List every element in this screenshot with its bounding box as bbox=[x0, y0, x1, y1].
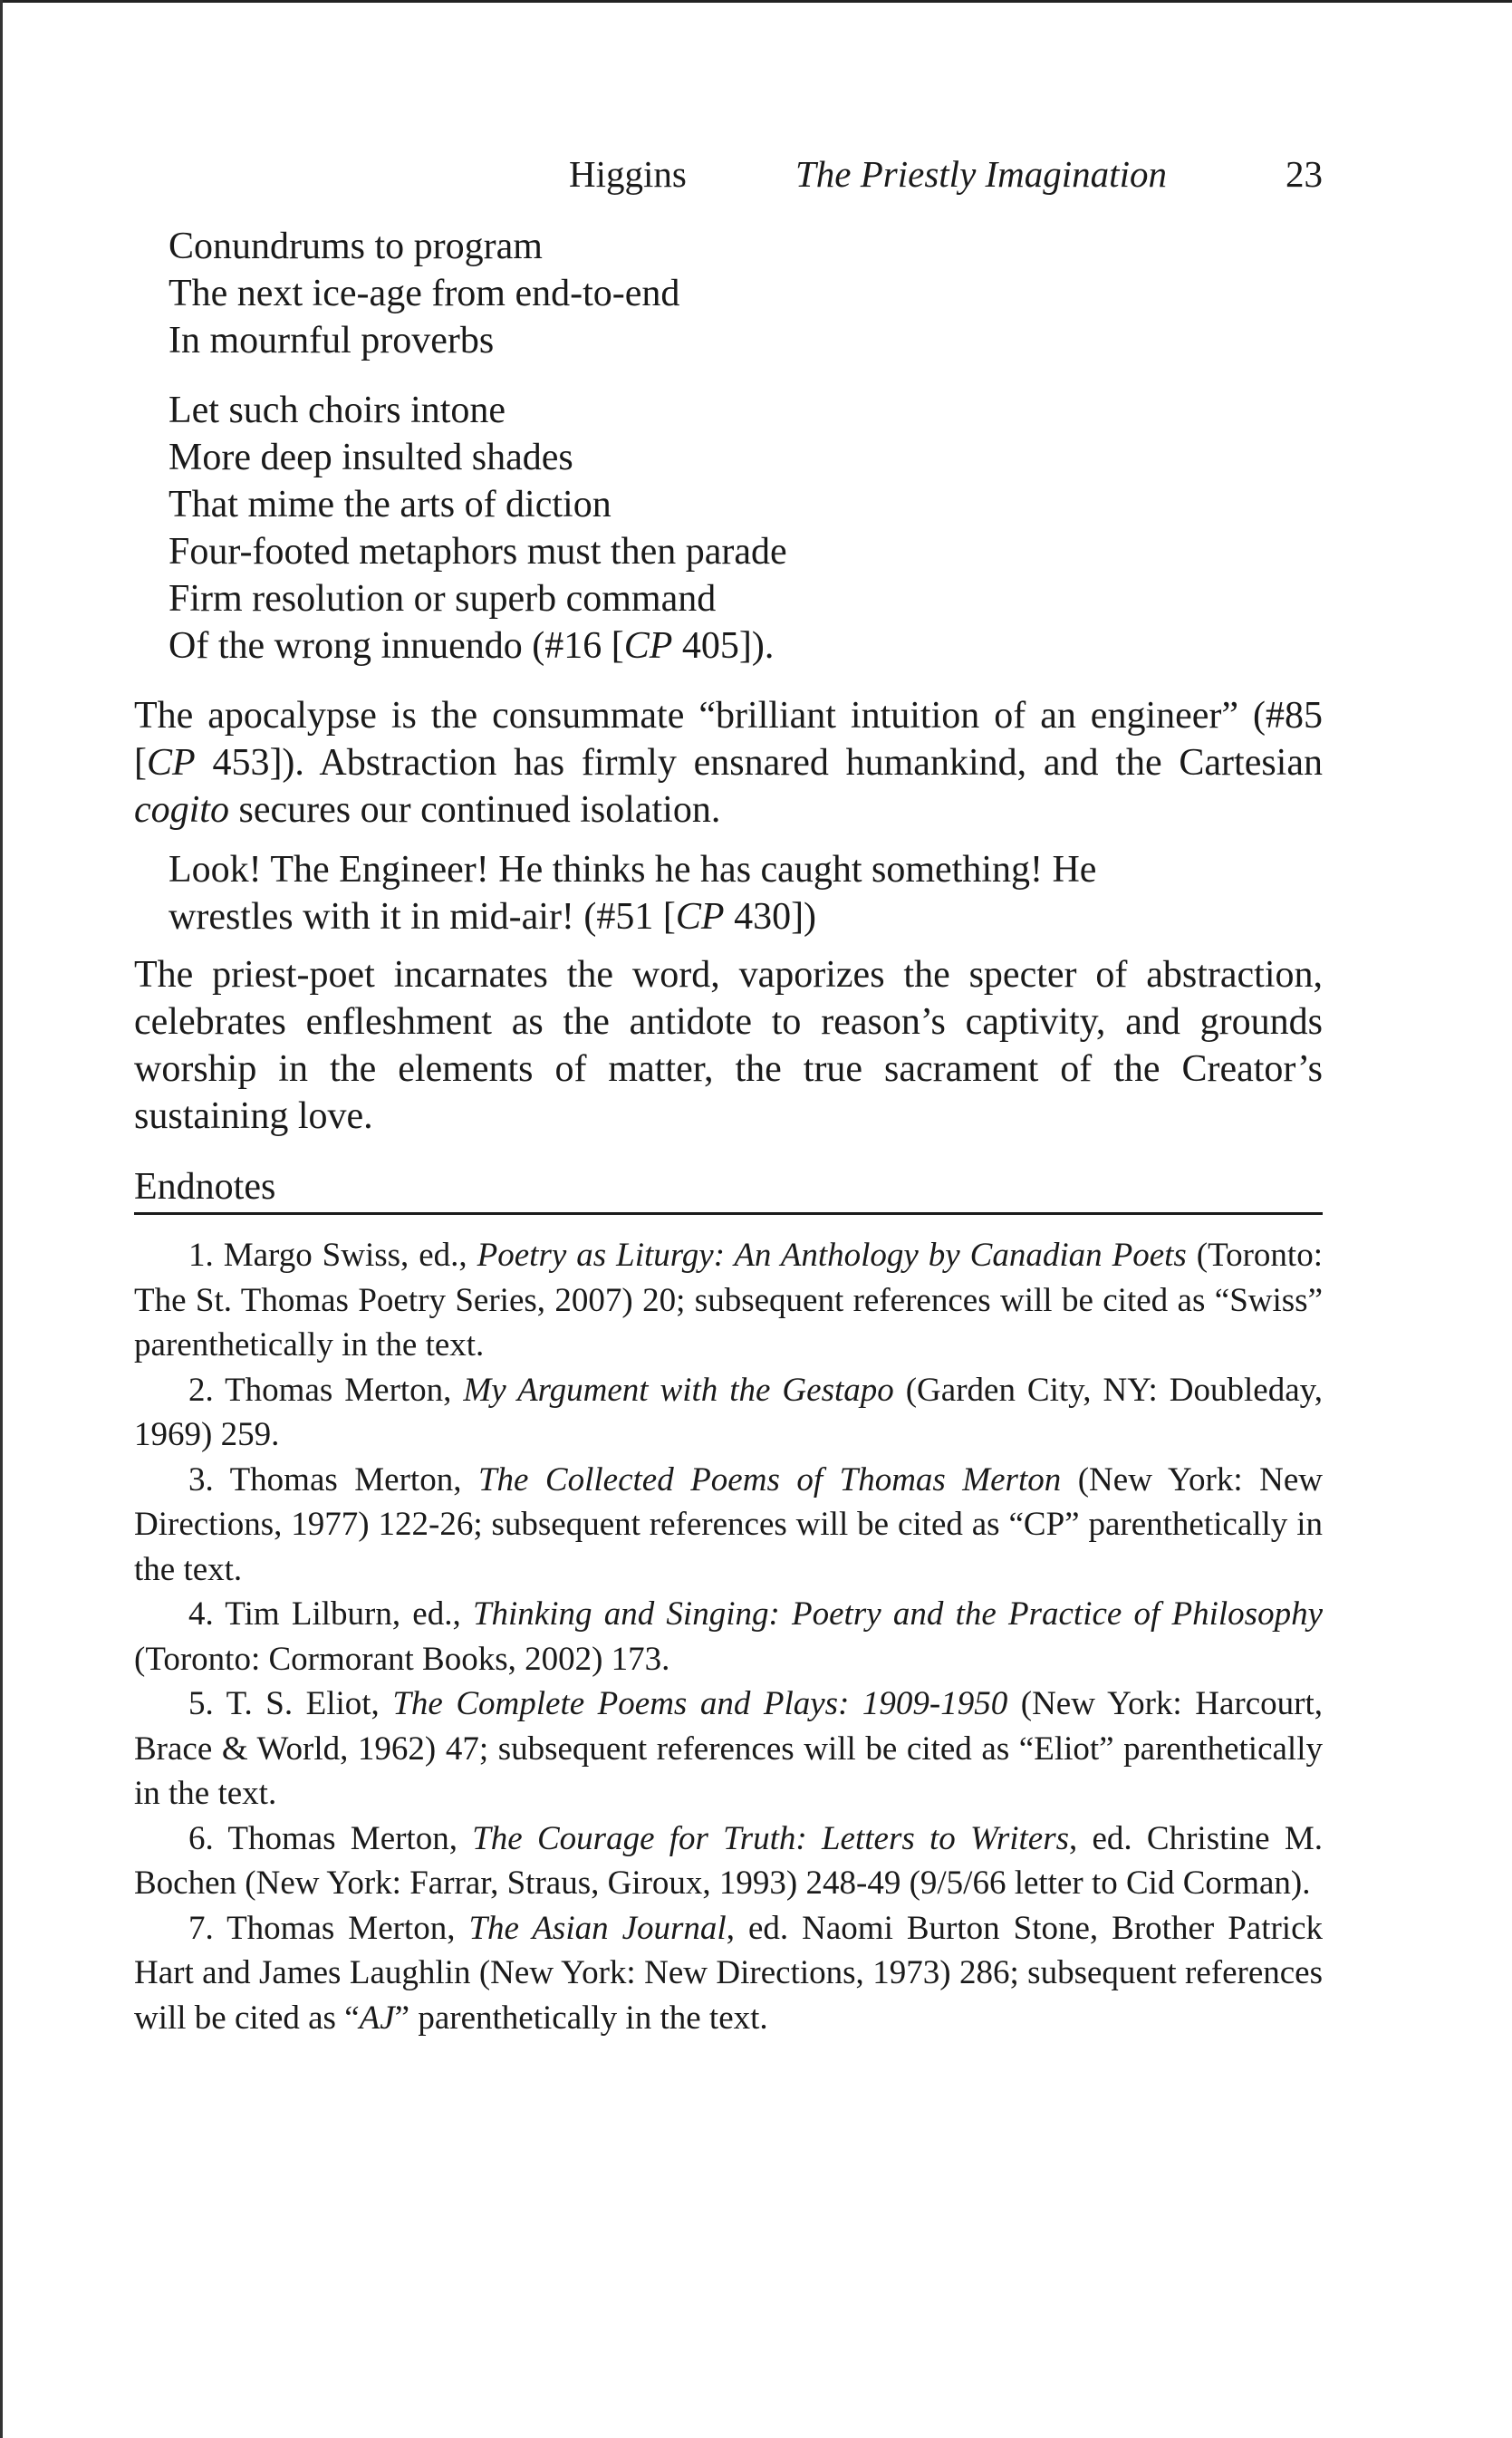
endnote-title: Poetry as Liturgy: An Anthology by Canadian Poets bbox=[477, 1237, 1187, 1274]
poem-line: More deep insulted shades bbox=[169, 437, 573, 478]
citation-text: 405]). bbox=[672, 625, 775, 667]
endnote-1 bbox=[134, 1233, 1323, 1368]
poem-line: In mournful proverbs bbox=[169, 320, 495, 361]
poem-line: Let such choirs intone bbox=[169, 390, 506, 431]
cp-abbrev: CP bbox=[675, 896, 725, 938]
endnote-text: , ed. Naomi Burton Stone, Brother Patrick Hart and James Laughlin (New York: New Directions, 1973) 286; subsequent references will be cited as “ bbox=[134, 1909, 1324, 2037]
poem-stanza-2 bbox=[169, 387, 1323, 670]
endnote-text: 2. Thomas Merton, bbox=[188, 1371, 464, 1409]
endnote-text: (Toronto: The St. Thomas Poetry Series, 2007) 20; subsequent references will be cited as “Swiss” parenthetically in the text. bbox=[134, 1237, 1323, 1364]
quote-text: Look! The Engineer! He thinks he has caught something! He wrestles with it in mid-air! (#51 [ bbox=[169, 849, 1097, 938]
endnote-title: Thinking and Singing: Poetry and the Practice of Philosophy bbox=[472, 1595, 1323, 1633]
endnote-text: (New York: Harcourt, Brace & World, 1962) 47; subsequent references will be cited as “Eliot” parenthetically in the text. bbox=[134, 1685, 1323, 1812]
body-text: The apocalypse is the consummate “brilliant intuition of an engineer” (#85 [ bbox=[134, 695, 1323, 784]
body-paragraph-1 bbox=[134, 692, 1323, 834]
poem-stanza-1 bbox=[169, 223, 1323, 364]
endnote-title: The Courage for Truth: Letters to Writers bbox=[472, 1819, 1069, 1857]
endnote-text: ” parenthetically in the text. bbox=[394, 1999, 768, 2037]
cp-abbrev: CP bbox=[623, 625, 673, 667]
endnote-4 bbox=[134, 1592, 1323, 1682]
body-text: secures our continued isolation. bbox=[228, 789, 721, 831]
endnote-text: 4. Tim Lilburn, ed., bbox=[188, 1595, 473, 1633]
poem-line: The next ice-age from end-to-end bbox=[169, 273, 680, 314]
endnote-text: 5. T. S. Eliot, bbox=[188, 1685, 393, 1722]
endnote-text: 3. Thomas Merton, bbox=[188, 1460, 478, 1498]
poem-line-citation bbox=[169, 622, 1323, 670]
endnote-5 bbox=[134, 1682, 1323, 1816]
body-paragraph-2: The priest-poet incarnates the word, vaporizes the specter of abstraction, celebrates enfleshment as the antidote to reason’s captivity, and grounds worship in the elements of matter, the true sacrament of the Creator’s sustaining love. bbox=[134, 954, 1323, 1137]
poem-line: That mime the arts of diction bbox=[169, 484, 612, 525]
running-header bbox=[134, 136, 1323, 217]
endnote-6 bbox=[134, 1816, 1323, 1906]
endnote-title: The Complete Poems and Plays: 1909-1950 bbox=[392, 1685, 1008, 1722]
endnote-3 bbox=[134, 1458, 1323, 1593]
cp-abbrev: CP bbox=[147, 742, 196, 784]
page-number: 23 bbox=[1286, 153, 1323, 195]
header-author: Higgins bbox=[569, 153, 687, 195]
citation-text: Of the wrong innuendo (#16 [ bbox=[169, 625, 624, 667]
left-edge-rule bbox=[0, 0, 3, 2438]
endnote-text: 7. Thomas Merton, bbox=[188, 1909, 469, 1947]
endnote-title: The Asian Journal bbox=[468, 1909, 727, 1947]
poem-line: Firm resolution or superb command bbox=[169, 578, 717, 620]
cogito-term: cogito bbox=[134, 789, 229, 831]
endnotes-heading: Endnotes bbox=[134, 1163, 1323, 1215]
endnote-title: The Collected Poems of Thomas Merton bbox=[477, 1460, 1062, 1498]
endnote-text: (New York: New Directions, 1977) 122-26; subsequent references will be cited as “CP” parenthetically in the text. bbox=[134, 1460, 1324, 1588]
endnote-title: My Argument with the Gestapo bbox=[463, 1371, 894, 1409]
endnotes-list bbox=[134, 1233, 1323, 2040]
endnote-text: 6. Thomas Merton, bbox=[188, 1819, 473, 1857]
endnote-text: 1. Margo Swiss, ed., bbox=[188, 1237, 477, 1274]
quote-text: 430]) bbox=[724, 896, 817, 938]
endnote-2 bbox=[134, 1368, 1323, 1458]
endnote-text: , ed. Christine M. Bochen (New York: Farrar, Straus, Giroux, 1993) 248-49 (9/5/66 letter to Cid Corman). bbox=[134, 1819, 1323, 1902]
endnote-7 bbox=[134, 1906, 1323, 2041]
block-quote bbox=[134, 846, 1165, 940]
endnote-text: (Toronto: Cormorant Books, 2002) 173. bbox=[134, 1640, 670, 1678]
poem-line: Conundrums to program bbox=[169, 226, 543, 267]
page bbox=[134, 136, 1323, 2040]
top-edge-rule bbox=[0, 0, 1512, 3]
poem-excerpt bbox=[134, 223, 1323, 670]
poem-line: Four-footed metaphors must then parade bbox=[169, 531, 787, 573]
aj-abbrev: AJ bbox=[359, 1999, 395, 2037]
body-text: 453]). Abstraction has firmly ensnared humankind, and the Cartesian bbox=[195, 742, 1323, 784]
endnote-text: (Garden City, NY: Doubleday, 1969) 259. bbox=[134, 1371, 1323, 1453]
header-title: The Priestly Imagination bbox=[795, 153, 1167, 195]
